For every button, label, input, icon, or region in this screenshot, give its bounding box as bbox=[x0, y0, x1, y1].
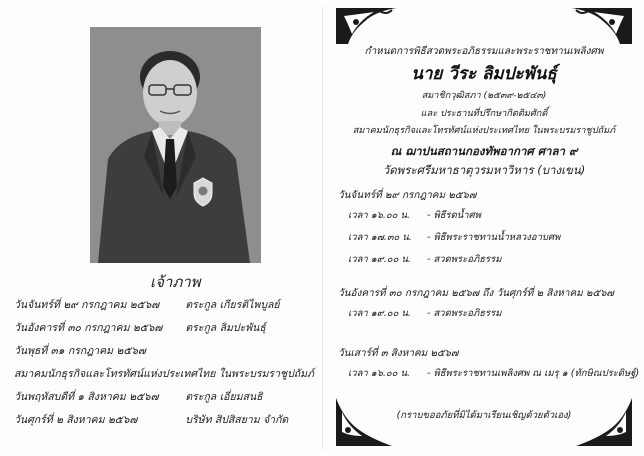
page-divider bbox=[322, 6, 323, 450]
title-line: สมาชิกวุฒิสภา (๒๕๓๙-๒๕๔๓) bbox=[421, 90, 547, 101]
schedule-event: - พิธีรดน้ำศพ bbox=[427, 210, 481, 221]
schedule-time: เวลา ๑๙.๐๐ น. bbox=[348, 308, 411, 319]
temple: วัดพระศรีมหาธาตุวรมหาวิหาร (บางเขน) bbox=[382, 163, 586, 177]
host-date: วันพุธที่ ๓๑ กรกฎาคม ๒๕๖๗ bbox=[14, 345, 146, 357]
hosts-list bbox=[14, 294, 314, 432]
host-date: วันศุกร์ที่ ๒ สิงหาคม ๒๕๖๗ bbox=[14, 414, 138, 426]
host-name: ตระกูล เอี่ยมสนธิ bbox=[185, 391, 263, 403]
schedule-day: วันเสาร์ที่ ๓ สิงหาคม ๒๕๖๗ bbox=[338, 348, 459, 359]
host-name: บริษัท สิปสิสยาม จำกัด bbox=[185, 414, 289, 426]
emblem-icon bbox=[192, 177, 214, 207]
floral-corner-icon bbox=[570, 6, 634, 46]
hosts-title: เจ้าภาพ bbox=[150, 273, 201, 291]
host-date: สมาคมนักธุรกิจและโทรทัศน์แห่งประเทศไทย ในพระบรมราชูปถัมภ์ bbox=[14, 368, 314, 380]
schedule-time: เวลา ๑๙.๐๐ น. bbox=[348, 254, 411, 265]
schedule-panel bbox=[334, 0, 640, 456]
host-row bbox=[14, 386, 314, 409]
notice-heading: กำหนดการพิธีสวดพระอภิธรรมและพระราชทานเพลิงศพ bbox=[364, 46, 604, 57]
host-name: ตระกูล เกียรติไพบูลย์ bbox=[185, 299, 280, 311]
floral-corner-icon bbox=[334, 6, 398, 46]
schedule-day: วันจันทร์ที่ ๒๙ กรกฎาคม ๒๕๖๗ bbox=[338, 190, 477, 201]
title-line: สมาคมนักธุรกิจและโทรทัศน์แห่งประเทศไทย ในพระบรมราชูปถัมภ์ bbox=[352, 125, 616, 136]
closing-note: (กราบขออภัยที่มิได้มาเรียนเชิญด้วยตัวเอง) bbox=[396, 410, 572, 421]
schedule-event: - สวดพระอภิธรรม bbox=[427, 308, 502, 319]
host-row bbox=[14, 294, 314, 317]
title-line: และ ประธานที่ปรึกษากิตติมศักดิ์ bbox=[420, 108, 548, 119]
deceased-name: นาย วีระ ลิมปะพันธุ์ bbox=[411, 64, 557, 84]
host-date: วันอังคารที่ ๓๐ กรกฎาคม ๒๕๖๗ bbox=[14, 322, 163, 334]
schedule-item bbox=[348, 230, 560, 245]
schedule-item bbox=[348, 366, 639, 381]
portrait-figure-icon bbox=[90, 27, 261, 263]
schedule-item bbox=[348, 208, 481, 223]
schedule-event: - พิธีพระราชทานเพลิงศพ ณ เมรุ ๑ (ทักษิณประดิษฐ์) bbox=[427, 368, 640, 379]
schedule-item bbox=[348, 252, 501, 267]
schedule-time: เวลา ๑๖.๐๐ น. bbox=[348, 368, 410, 379]
host-date: วันจันทร์ที่ ๒๙ กรกฎาคม ๒๕๖๗ bbox=[14, 299, 160, 311]
portrait-photo bbox=[90, 27, 261, 263]
schedule-time: เวลา ๑๗.๓๐ น. bbox=[348, 232, 412, 243]
host-row bbox=[14, 363, 314, 386]
host-row bbox=[14, 317, 314, 340]
host-name: ตระกูล ลิมปะพันธุ์ bbox=[185, 322, 266, 334]
host-date: วันพฤหัสบดีที่ ๑ สิงหาคม ๒๕๖๗ bbox=[14, 391, 159, 403]
venue: ณ ฌาปนสถานกองทัพอากาศ ศาลา ๙ bbox=[390, 144, 578, 158]
host-row bbox=[14, 409, 314, 432]
host-row bbox=[14, 340, 314, 363]
schedule-day: วันอังคารที่ ๓๐ กรกฎาคม ๒๕๖๗ ถึง วันศุกร์ที่ ๒ สิงหาคม ๒๕๖๗ bbox=[338, 288, 614, 299]
schedule-time: เวลา ๑๖.๐๐ น. bbox=[348, 210, 410, 221]
schedule-event: - สวดพระอภิธรรม bbox=[427, 254, 502, 265]
schedule-event: - พิธีพระราชทานน้ำหลวงอาบศพ bbox=[427, 232, 561, 243]
schedule-item bbox=[348, 306, 501, 321]
